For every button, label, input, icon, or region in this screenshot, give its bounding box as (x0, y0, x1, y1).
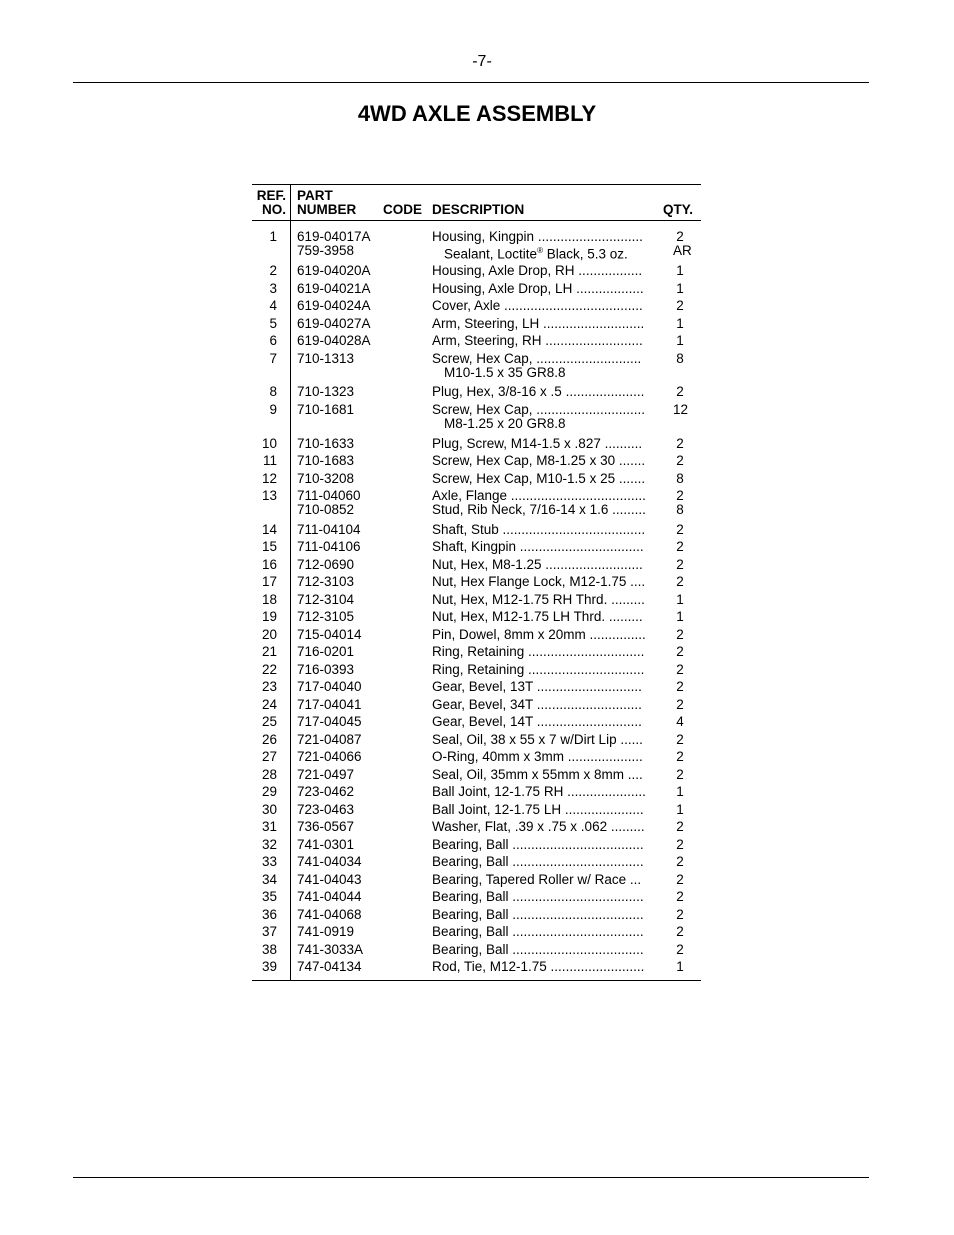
quantity: 1 (676, 959, 684, 974)
ref-number: 30 (261, 802, 277, 817)
part-description: Arm, Steering, LH ........................... (432, 316, 645, 331)
ref-header-line1: REF. (256, 188, 286, 203)
ref-number: 2 (269, 263, 277, 278)
part-number: 619-04024A (297, 298, 371, 313)
part-description (444, 244, 628, 262)
part-description: Seal, Oil, 35mm x 55mm x 8mm .... (432, 767, 643, 782)
part-description: Bearing, Ball ................................... (432, 924, 644, 939)
part-description: O-Ring, 40mm x 3mm .................... (432, 749, 643, 764)
quantity: 2 (676, 872, 684, 887)
header-rule (73, 82, 869, 83)
part-number: 711-04104 (297, 522, 361, 537)
ref-number: 36 (261, 907, 277, 922)
registered-mark: ® (537, 246, 543, 255)
quantity: 2 (676, 819, 684, 834)
description-text-rest: Black, 5.3 oz. (542, 246, 628, 262)
ref-number: 11 (262, 453, 277, 468)
quantity: 2 (676, 767, 684, 782)
quantity: 2 (676, 942, 684, 957)
part-number: 759-3958 (297, 243, 355, 258)
part-number: 741-04044 (297, 889, 362, 904)
quantity: 2 (676, 662, 684, 677)
part-number: 619-04021A (297, 281, 371, 296)
part-description: Shaft, Kingpin ................................. (432, 539, 644, 554)
quantity: 2 (676, 732, 684, 747)
part-description-line2: M10-1.5 x 35 GR8.8 (444, 365, 566, 380)
part-number: 716-0393 (297, 662, 355, 677)
part-header-line2: NUMBER (297, 202, 357, 217)
part-number: 710-1313 (297, 351, 355, 366)
quantity: 2 (676, 574, 684, 589)
part-number: 741-0301 (297, 837, 355, 852)
part-number: 712-0690 (297, 557, 355, 572)
quantity: 2 (676, 837, 684, 852)
ref-number: 20 (261, 627, 277, 642)
part-description: Bearing, Ball ................................... (432, 942, 644, 957)
ref-number: 24 (261, 697, 277, 712)
part-number: 721-04087 (297, 732, 362, 747)
part-number: 736-0567 (297, 819, 355, 834)
quantity: 1 (676, 802, 684, 817)
quantity: 2 (676, 229, 684, 244)
part-description: Gear, Bevel, 34T ............................ (432, 697, 642, 712)
part-description: Stud, Rib Neck, 7/16-14 x 1.6 ......... (432, 502, 646, 517)
part-number: 712-3105 (297, 609, 355, 624)
part-number: 710-1323 (297, 384, 355, 399)
part-description: Housing, Axle Drop, LH .................. (432, 281, 644, 296)
ref-number: 27 (261, 749, 277, 764)
part-number: 741-0919 (297, 924, 355, 939)
ref-number: 12 (261, 471, 277, 486)
part-number: 712-3104 (297, 592, 355, 607)
part-description: Plug, Hex, 3/8-16 x .5 ..................... (432, 384, 645, 399)
ref-number: 18 (261, 592, 277, 607)
part-number: 619-04020A (297, 263, 371, 278)
ref-number: 10 (261, 436, 277, 451)
page-title: 4WD AXLE ASSEMBLY (357, 101, 597, 126)
quantity: 2 (676, 384, 684, 399)
ref-number: 21 (261, 644, 277, 659)
ref-number: 29 (261, 784, 277, 799)
ref-number: 39 (261, 959, 277, 974)
part-description: Seal, Oil, 38 x 55 x 7 w/Dirt Lip ...... (432, 732, 643, 747)
ref-number: 15 (261, 539, 277, 554)
part-description: Gear, Bevel, 14T ............................ (432, 714, 642, 729)
part-number: 717-04045 (297, 714, 362, 729)
part-description: Rod, Tie, M12-1.75 ......................... (432, 959, 645, 974)
quantity: 2 (676, 522, 684, 537)
ref-number: 38 (261, 942, 277, 957)
part-description: Bearing, Ball ................................... (432, 854, 644, 869)
quantity: 2 (676, 697, 684, 712)
part-number: 710-0852 (297, 502, 355, 517)
description-header: DESCRIPTION (432, 202, 525, 217)
ref-number: 9 (269, 402, 277, 417)
part-description: Shaft, Stub ...................................... (432, 522, 646, 537)
code-header: CODE (383, 202, 423, 217)
part-description: Plug, Screw, M14-1.5 x .827 .......... (432, 436, 643, 451)
ref-number: 13 (261, 488, 277, 503)
ref-number: 34 (261, 872, 277, 887)
part-description: Nut, Hex, M8-1.25 .......................... (432, 557, 643, 572)
ref-number: 5 (269, 316, 277, 331)
part-description: Nut, Hex, M12-1.75 LH Thrd. ......... (432, 609, 643, 624)
part-number: 619-04017A (297, 229, 371, 244)
header-divider (252, 220, 701, 221)
part-number: 715-04014 (297, 627, 362, 642)
quantity: 8 (676, 471, 684, 486)
part-number: 716-0201 (297, 644, 355, 659)
quantity: 2 (676, 907, 684, 922)
ref-number: 3 (269, 281, 277, 296)
part-number: 741-04034 (297, 854, 362, 869)
ref-number: 1 (269, 229, 277, 244)
part-number: 710-1683 (297, 453, 355, 468)
part-number: 717-04040 (297, 679, 362, 694)
part-description: Arm, Steering, RH .......................... (432, 333, 643, 348)
quantity: 1 (676, 609, 684, 624)
part-description: Nut, Hex Flange Lock, M12-1.75 .... (432, 574, 646, 589)
ref-number: 19 (261, 609, 277, 624)
ref-number: 22 (261, 662, 277, 677)
ref-number: 28 (261, 767, 277, 782)
part-number: 741-04068 (297, 907, 362, 922)
ref-number: 31 (261, 819, 277, 834)
ref-number: 14 (261, 522, 277, 537)
ref-number: 23 (261, 679, 277, 694)
quantity: 2 (676, 889, 684, 904)
ref-number: 33 (261, 854, 277, 869)
quantity: 8 (676, 351, 684, 366)
part-header-line1: PART (297, 188, 333, 203)
part-description: Screw, Hex Cap, M10-1.5 x 25 ....... (432, 471, 646, 486)
part-number: 723-0463 (297, 802, 355, 817)
quantity: 2 (676, 453, 684, 468)
part-description: Housing, Axle Drop, RH ................. (432, 263, 643, 278)
ref-number: 37 (261, 924, 277, 939)
quantity: 2 (676, 539, 684, 554)
quantity: 8 (676, 502, 684, 517)
part-number: 710-1681 (297, 402, 355, 417)
quantity: 1 (676, 784, 684, 799)
part-description: Screw, Hex Cap, M8-1.25 x 30 ....... (432, 453, 646, 468)
column-divider (290, 185, 291, 980)
quantity: 2 (676, 679, 684, 694)
quantity: 2 (676, 749, 684, 764)
part-description: Bearing, Ball ................................... (432, 907, 644, 922)
parts-list-table (252, 184, 701, 981)
part-description: Nut, Hex, M12-1.75 RH Thrd. ......... (432, 592, 645, 607)
part-number: 717-04041 (297, 697, 362, 712)
ref-number: 32 (261, 837, 277, 852)
part-description: Screw, Hex Cap, ............................ (432, 351, 642, 366)
part-number: 721-04066 (297, 749, 362, 764)
ref-number: 17 (261, 574, 277, 589)
part-number: 723-0462 (297, 784, 355, 799)
ref-number: 6 (269, 333, 277, 348)
quantity: 2 (676, 644, 684, 659)
quantity: 2 (676, 854, 684, 869)
part-description-line2: M8-1.25 x 20 GR8.8 (444, 416, 566, 431)
part-description: Housing, Kingpin ............................ (432, 229, 643, 244)
part-description: Washer, Flat, .39 x .75 x .062 ......... (432, 819, 645, 834)
quantity: 1 (676, 592, 684, 607)
quantity: 1 (676, 263, 684, 278)
quantity: 12 (673, 402, 689, 417)
qty-header: QTY. (663, 202, 694, 217)
ref-number: 16 (261, 557, 277, 572)
quantity: 2 (676, 488, 684, 503)
part-number: 721-0497 (297, 767, 355, 782)
part-number: 741-04043 (297, 872, 362, 887)
part-description: Cover, Axle ..................................... (432, 298, 643, 313)
ref-number: 25 (261, 714, 277, 729)
quantity: 4 (676, 714, 684, 729)
quantity: 2 (676, 436, 684, 451)
quantity: 1 (676, 316, 684, 331)
footer-rule (73, 1177, 869, 1178)
part-description: Ball Joint, 12-1.75 LH ..................... (432, 802, 644, 817)
part-description: Screw, Hex Cap, ............................. (432, 402, 646, 417)
part-description: Bearing, Ball ................................... (432, 889, 644, 904)
quantity: 2 (676, 924, 684, 939)
quantity: 2 (676, 298, 684, 313)
ref-number: 8 (269, 384, 277, 399)
part-number: 710-3208 (297, 471, 355, 486)
ref-number: 35 (261, 889, 277, 904)
part-description: Bearing, Tapered Roller w/ Race ... (432, 872, 642, 887)
part-number: 619-04027A (297, 316, 371, 331)
part-description: Axle, Flange .................................... (432, 488, 646, 503)
quantity: 1 (676, 333, 684, 348)
part-description: Ring, Retaining ............................... (432, 644, 645, 659)
part-number: 710-1633 (297, 436, 355, 451)
part-description: Pin, Dowel, 8mm x 20mm ............... (432, 627, 646, 642)
description-text: Sealant, Loctite (444, 246, 538, 262)
quantity: 2 (676, 557, 684, 572)
part-number: 619-04028A (297, 333, 371, 348)
part-number: 747-04134 (297, 959, 362, 974)
quantity: 1 (676, 281, 684, 296)
part-description: Ball Joint, 12-1.75 RH ..................... (432, 784, 646, 799)
part-number: 741-3033A (297, 942, 364, 957)
part-number: 711-04060 (297, 488, 361, 503)
ref-number: 26 (261, 732, 277, 747)
ref-header-line2: NO. (261, 202, 286, 217)
part-number: 712-3103 (297, 574, 355, 589)
part-description: Bearing, Ball ................................... (432, 837, 644, 852)
part-description: Ring, Retaining ............................... (432, 662, 645, 677)
quantity: 2 (676, 627, 684, 642)
ref-number: 4 (269, 298, 277, 313)
ref-number: 7 (269, 351, 277, 366)
part-description: Gear, Bevel, 13T ............................ (432, 679, 642, 694)
quantity: AR (673, 243, 692, 258)
part-number: 711-04106 (297, 539, 361, 554)
page-number: -7- (472, 53, 492, 70)
